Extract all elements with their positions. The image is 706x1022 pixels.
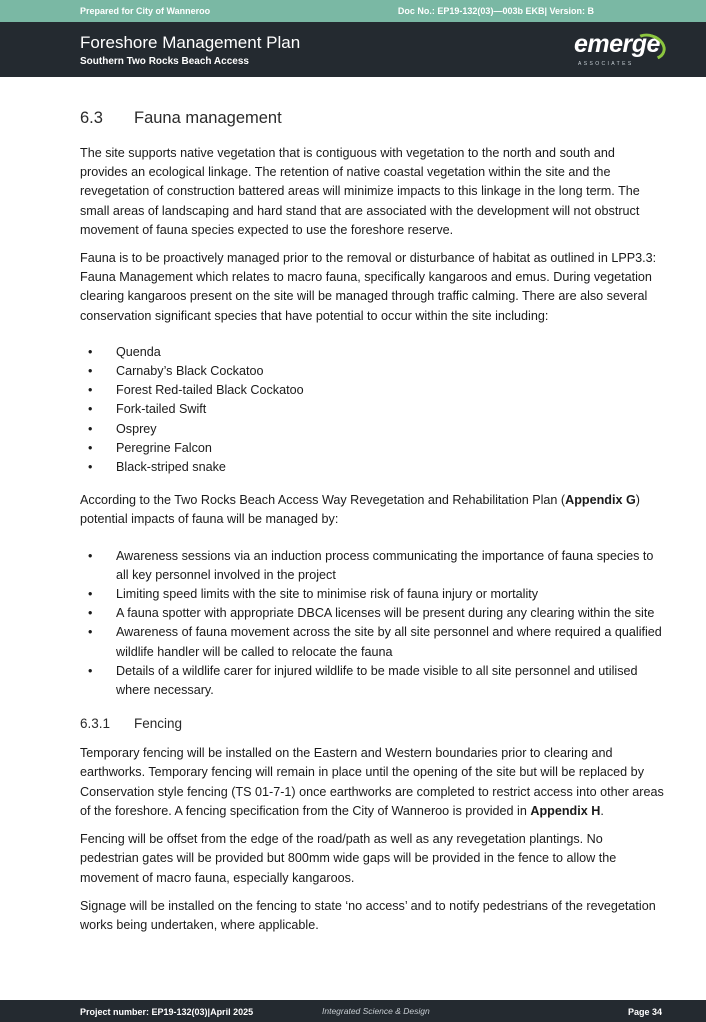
bullet-icon: •: [88, 402, 93, 417]
list-item: • Limiting speed limits with the site to minimise risk of fauna injury or mortality: [80, 585, 665, 604]
project-number-label: Project number: EP19-132(03)|April 2025: [80, 1007, 254, 1017]
list-item: • Fork-tailed Swift: [80, 400, 665, 419]
list-item: • Quenda: [80, 343, 665, 362]
bullet-icon: •: [88, 460, 93, 475]
fauna-paragraph-3: According to the Two Rocks Beach Access Way Revegetation and Rehabilitation Plan (Appendix G) potential impacts of fauna will be managed by:: [80, 493, 640, 527]
document-subtitle: Southern Two Rocks Beach Access: [80, 56, 249, 67]
bullet-icon: •: [88, 606, 93, 621]
bullet-icon: •: [88, 440, 93, 455]
section-heading: [80, 106, 665, 130]
list-item: • Details of a wildlife carer for injured wildlife to be made visible to all site personnel and utilised where necessary.: [88, 663, 638, 698]
page-footer: [0, 1000, 706, 1022]
document-title: Foreshore Management Plan: [80, 33, 301, 52]
bullet-icon: •: [88, 663, 93, 678]
bullet-icon: •: [88, 625, 93, 640]
bullet-icon: •: [88, 548, 93, 563]
subsection-title: Fencing: [134, 716, 183, 732]
list-item: • A fauna spotter with appropriate DBCA licenses will be present during any clearing within the site: [80, 604, 665, 623]
section-number: 6.3: [80, 109, 103, 127]
doc-number-label: Doc No.: EP19-132(03)—003b EKB| Version: B: [397, 6, 594, 16]
list-item: • Forest Red-tailed Black Cockatoo: [80, 381, 665, 400]
list-item: • Awareness sessions via an induction process communicating the importance of fauna species to all key personnel involved in the project: [88, 548, 654, 582]
appendix-h-reference: Appendix H: [530, 803, 601, 818]
fencing-paragraph-3: Signage will be installed on the fencing to state ‘no access’ and to notify pedestrians of the revegetation works being undertaken, where applicable.: [80, 898, 656, 932]
footer-tagline: Integrated Science & Design: [322, 1006, 430, 1016]
logo-wordmark: emerge: [574, 30, 660, 58]
document-header: [0, 22, 706, 77]
bullet-icon: •: [88, 587, 93, 602]
bullet-icon: •: [88, 421, 93, 436]
measures-list: [80, 547, 665, 701]
bullet-icon: •: [88, 344, 93, 359]
species-list: [80, 343, 665, 477]
fauna-paragraph-2: Fauna is to be proactively managed prior to the removal or disturbance of habitat as outlined in LPP3.3: Fauna Management which relates to macro fauna, specifically kangaroos and emus. During vegetation clearing kangaroos present on the site will be managed through traffic calming. There are also several conservation significant species that have potential to occur within the site including:: [80, 251, 657, 323]
prepared-for-label: Prepared for City of Wanneroo: [80, 6, 211, 16]
logo-associates: ASSOCIATES: [578, 61, 634, 67]
fencing-paragraph-2: Fencing will be offset from the edge of the road/path as well as any revegetation plantings. No pedestrian gates will be provided but 800mm wide gaps will be provided in the fence to allow the movement of macro fauna, especially kangaroos.: [80, 832, 617, 885]
top-banner: [0, 0, 706, 22]
emerge-logo: [574, 30, 666, 70]
list-item: • Carnaby’s Black Cockatoo: [80, 362, 665, 381]
bullet-icon: •: [88, 383, 93, 398]
appendix-g-reference: Appendix G: [565, 493, 636, 508]
subsection-number: 6.3.1: [80, 716, 111, 732]
list-item: • Black-striped snake: [80, 458, 665, 477]
list-item: • Awareness of fauna movement across the site by all site personnel and where required a qualified wildlife handler will be called to relocate the fauna: [88, 625, 662, 659]
fauna-paragraph-1: The site supports native vegetation that is contiguous with vegetation to the north and south and provides an ecological linkage. The retention of native coastal vegetation within the site and the revegetation of construction battered areas will minimize impacts to this linkage in the long term. The small areas of landscaping and hard stand that are associated with the development will not obstruct movement of fauna species expected to use the foreshore reserve.: [80, 146, 640, 237]
fencing-paragraph-1: Temporary fencing will be installed on the Eastern and Western boundaries prior to clearing and earthworks. Temporary fencing will remain in place until the opening of the site but will be replaced by Conservation style fencing (TS 01-7-1) once earthworks are completed to restrict access into other areas of the foreshore. A fencing specification from the City of Wanneroo is provided in Appendix H.: [80, 746, 664, 818]
bullet-icon: •: [88, 364, 93, 379]
list-item: • Osprey: [80, 420, 665, 439]
section-title: Fauna management: [134, 109, 282, 127]
list-item: • Peregrine Falcon: [80, 439, 665, 458]
page-number: Page 34: [627, 1007, 662, 1017]
subsection-heading: [80, 714, 665, 734]
page-content: [80, 106, 665, 944]
